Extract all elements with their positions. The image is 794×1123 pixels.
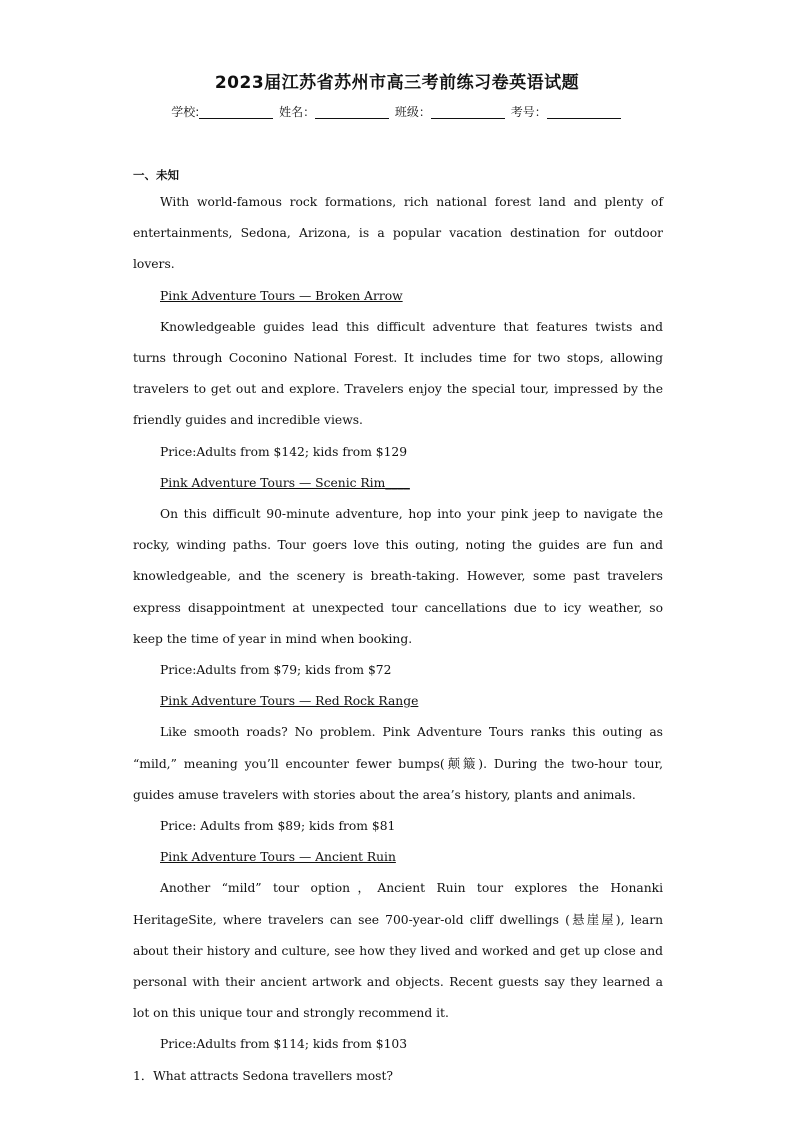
tour-description: Another “mild” tour option，Ancient Ruin tour explores the Honanki HeritageSite, where travelers can see 700-year-old cliff dwellings (悬崖屋), learn about their history and culture, see how they lived and worked and get up close and personal with their ancient artwork and objects. Recent guests say they learned a lot on this unique tour and strongly recommend it. [133,881,663,1021]
tour-heading: Pink Adventure Tours — Ancient Ruin [160,850,396,865]
tour-description: Like smooth roads? No problem. Pink Adventure Tours ranks this outing as “mild,” meaning you’ll encounter fewer bumps(颠簸). During the two-hour tour, guides amuse travelers with stories about the area’s history, plants and animals. [133,725,663,802]
student-info-line [0,103,794,120]
name-blank[interactable] [315,105,389,119]
tour-price: Price:Adults from $114; kids from $103 [160,1037,408,1052]
tour-price: Price: Adults from $89; kids from $81 [160,819,396,834]
tour-price: Price:Adults from $79; kids from $72 [160,663,392,678]
intro-paragraph: With world-famous rock formations, rich national forest land and plenty of entertainments, Sedona, Arizona, is a popular vacation destination for outdoor lovers. [133,195,663,272]
number-blank[interactable] [547,105,621,119]
tour-description: Knowledgeable guides lead this difficult adventure that features twists and turns through Coconino National Forest. It includes time for two stops, allowing travelers to get out and explore. Travelers enjoy the special tour, impressed by the friendly guides and incredible views. [133,319,663,428]
tour-price: Price:Adults from $142; kids from $129 [160,444,408,459]
name-label: 姓名： [279,105,316,119]
tour-heading: Pink Adventure Tours — Scenic Rim____ [160,475,410,490]
page-title: 2023届江苏省苏州市高三考前练习卷英语试题 [214,73,580,93]
tour-heading: Pink Adventure Tours — Red Rock Range [160,694,419,709]
tour-description: On this difficult 90-minute adventure, hop into your pink jeep to navigate the rocky, winding paths. Tour goers love this outing, noting the guides are fun and knowledgeable, and the scenery is breath-taking. However, some past travelers express disappointment at unexpected tour cancellations due to icy weather, so keep the time of year in mind when booking. [133,507,663,646]
number-label: 考号： [510,105,547,119]
question-1: 1．What attracts Sedona travellers most? [133,1068,393,1083]
section-heading: 一、未知 [133,168,179,182]
tour-heading: Pink Adventure Tours — Broken Arrow [160,288,403,303]
school-label: 学校: [171,105,200,119]
school-blank[interactable] [199,105,273,119]
passage [133,187,663,1092]
class-blank[interactable] [431,105,505,119]
class-label: 班级： [394,105,431,119]
